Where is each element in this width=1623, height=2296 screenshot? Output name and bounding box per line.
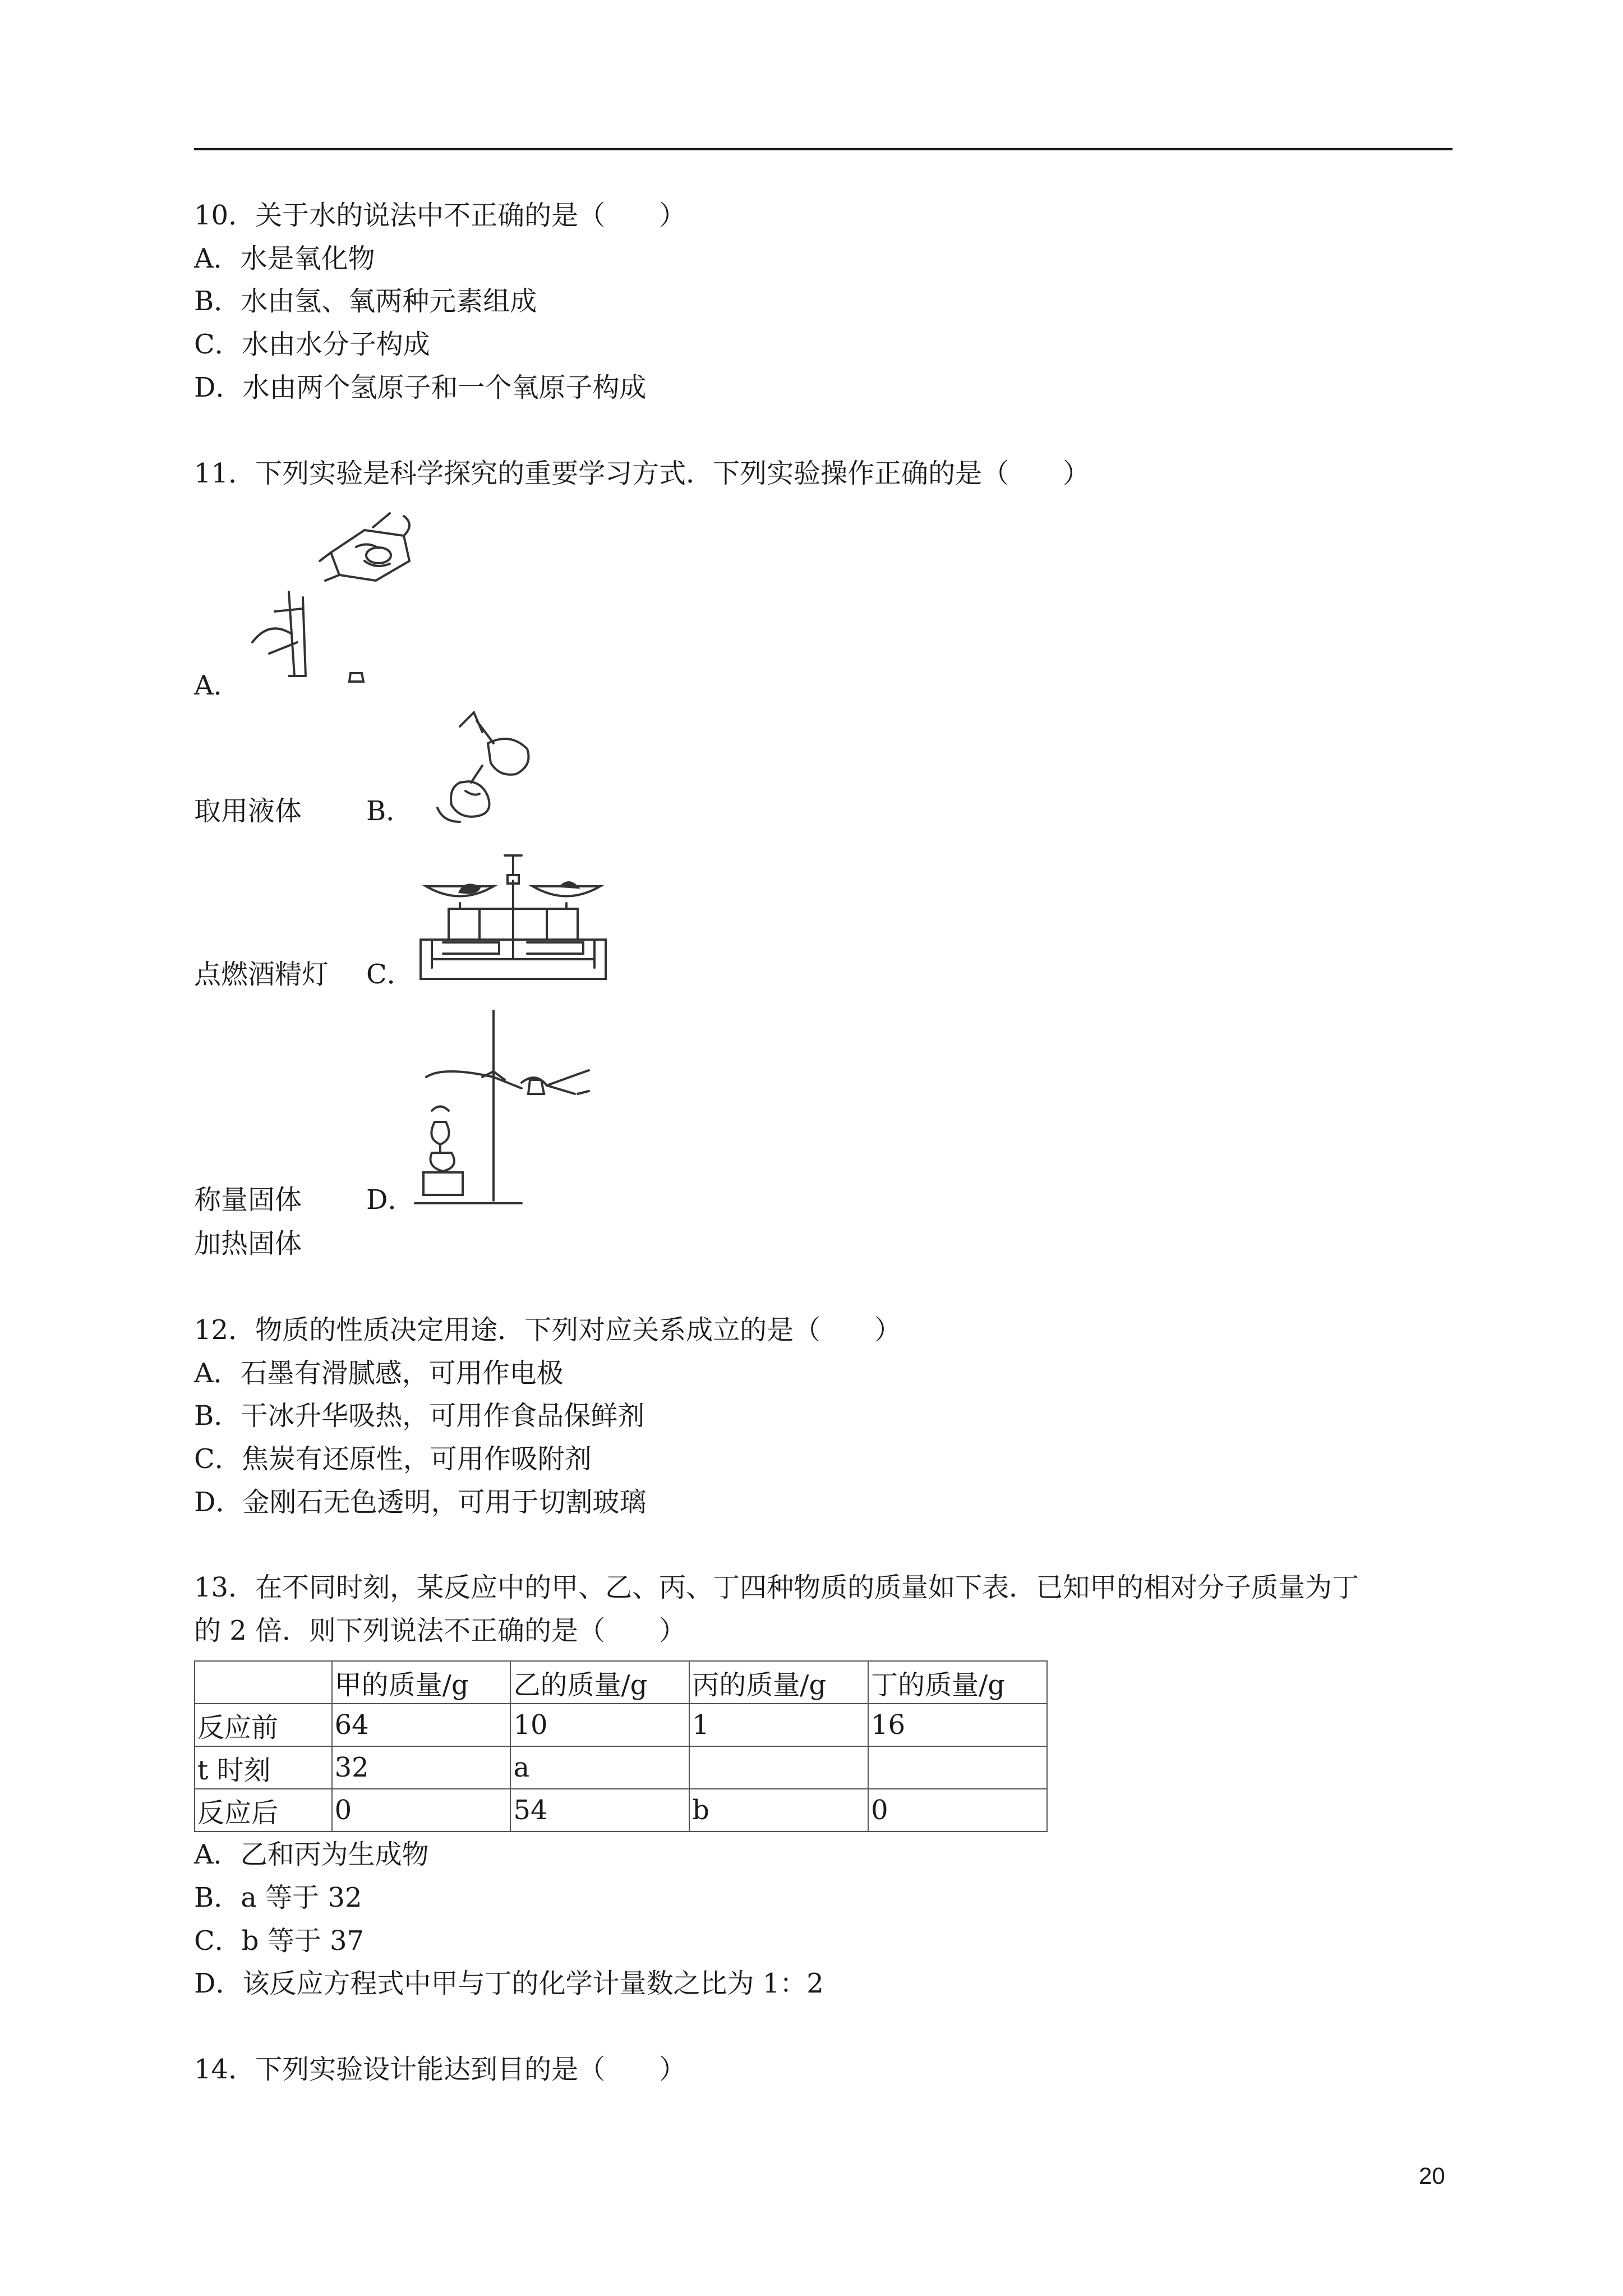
header-rule <box>194 148 1453 150</box>
q11-option-c-caption: 称量固体 <box>194 1184 302 1216</box>
q13-option-c: C．b 等于 37 <box>194 1925 365 1957</box>
table-header-cell <box>195 1661 332 1704</box>
table-cell <box>868 1746 1047 1789</box>
q10-option-d: D．水由两个氢原子和一个氧原子构成 <box>194 372 647 403</box>
q13-stem-line1: 13．在不同时刻，某反应中的甲、乙、丙、丁四种物质的质量如下表．已知甲的相对分子质量为丁 <box>194 1572 1359 1603</box>
table-cell: 10 <box>510 1704 689 1746</box>
table-cell: 反应后 <box>195 1789 332 1832</box>
table-row <box>195 1789 1047 1832</box>
q11-option-b-label: B． <box>366 795 413 827</box>
table-cell: a <box>510 1746 689 1789</box>
q10-stem: 10．关于水的说法中不正确的是（ ） <box>194 200 686 231</box>
table-row <box>195 1746 1047 1789</box>
q13-stem-line2: 的 2 倍．则下列说法不正确的是（ ） <box>194 1615 686 1646</box>
table-header-cell: 丙的质量/g <box>689 1661 868 1704</box>
q12-option-b: B．干冰升华吸热，可用作食品保鲜剂 <box>194 1400 645 1432</box>
q11-option-a-label: A． <box>194 670 241 701</box>
table-cell: 32 <box>332 1746 511 1789</box>
table-cell: 0 <box>332 1789 511 1832</box>
q13-option-a: A．乙和丙为生成物 <box>194 1839 429 1870</box>
q10-option-a: A．水是氧化物 <box>194 243 375 274</box>
q11-option-d-label: D． <box>366 1184 415 1216</box>
table-header-row <box>195 1661 1047 1704</box>
table-header-cell: 甲的质量/g <box>332 1661 511 1704</box>
q12-option-c: C．焦炭有还原性，可用作吸附剂 <box>194 1443 592 1475</box>
figure-alcohol-lamps <box>426 710 538 830</box>
table-cell: 1 <box>689 1704 868 1746</box>
q10-option-b: B．水由氢、氧两种元素组成 <box>194 286 537 317</box>
table-cell: t 时刻 <box>195 1746 332 1789</box>
table-row <box>195 1704 1047 1746</box>
table-cell <box>689 1746 868 1789</box>
q11-option-b-caption: 点燃酒精灯 <box>194 959 329 990</box>
table-cell: 54 <box>510 1789 689 1832</box>
table-cell: 64 <box>332 1704 511 1746</box>
figure-balance-scale <box>409 847 617 987</box>
table-cell: 16 <box>868 1704 1047 1746</box>
q14-stem: 14．下列实验设计能达到目的是（ ） <box>194 2054 686 2085</box>
table-cell: 0 <box>868 1789 1047 1832</box>
q11-stem: 11．下列实验是科学探究的重要学习方式．下列实验操作正确的是（ ） <box>194 458 1090 489</box>
q12-option-d: D．金刚石无色透明，可用于切割玻璃 <box>194 1487 647 1518</box>
q12-stem: 12．物质的性质决定用途．下列对应关系成立的是（ ） <box>194 1314 902 1346</box>
page-number: 20 <box>1419 2162 1445 2189</box>
figure-heating-solid <box>409 1010 600 1217</box>
table-header-cell: 乙的质量/g <box>510 1661 689 1704</box>
q10-option-c: C．水由水分子构成 <box>194 329 430 360</box>
q13-option-b: B．a 等于 32 <box>194 1882 362 1913</box>
q13-option-d: D．该反应方程式中甲与丁的化学计量数之比为 1：2 <box>194 1968 824 1999</box>
q12-option-a: A．石墨有滑腻感，可用作电极 <box>194 1358 564 1389</box>
q11-option-a-caption: 取用液体 <box>194 795 302 827</box>
figure-pouring-liquid <box>236 508 426 693</box>
q11-option-c-label: C． <box>366 959 414 990</box>
table-cell: b <box>689 1789 868 1832</box>
q11-option-d-caption: 加热固体 <box>194 1228 302 1259</box>
table-header-cell: 丁的质量/g <box>868 1661 1047 1704</box>
table-cell: 反应前 <box>195 1704 332 1746</box>
mass-table <box>194 1660 1048 1832</box>
